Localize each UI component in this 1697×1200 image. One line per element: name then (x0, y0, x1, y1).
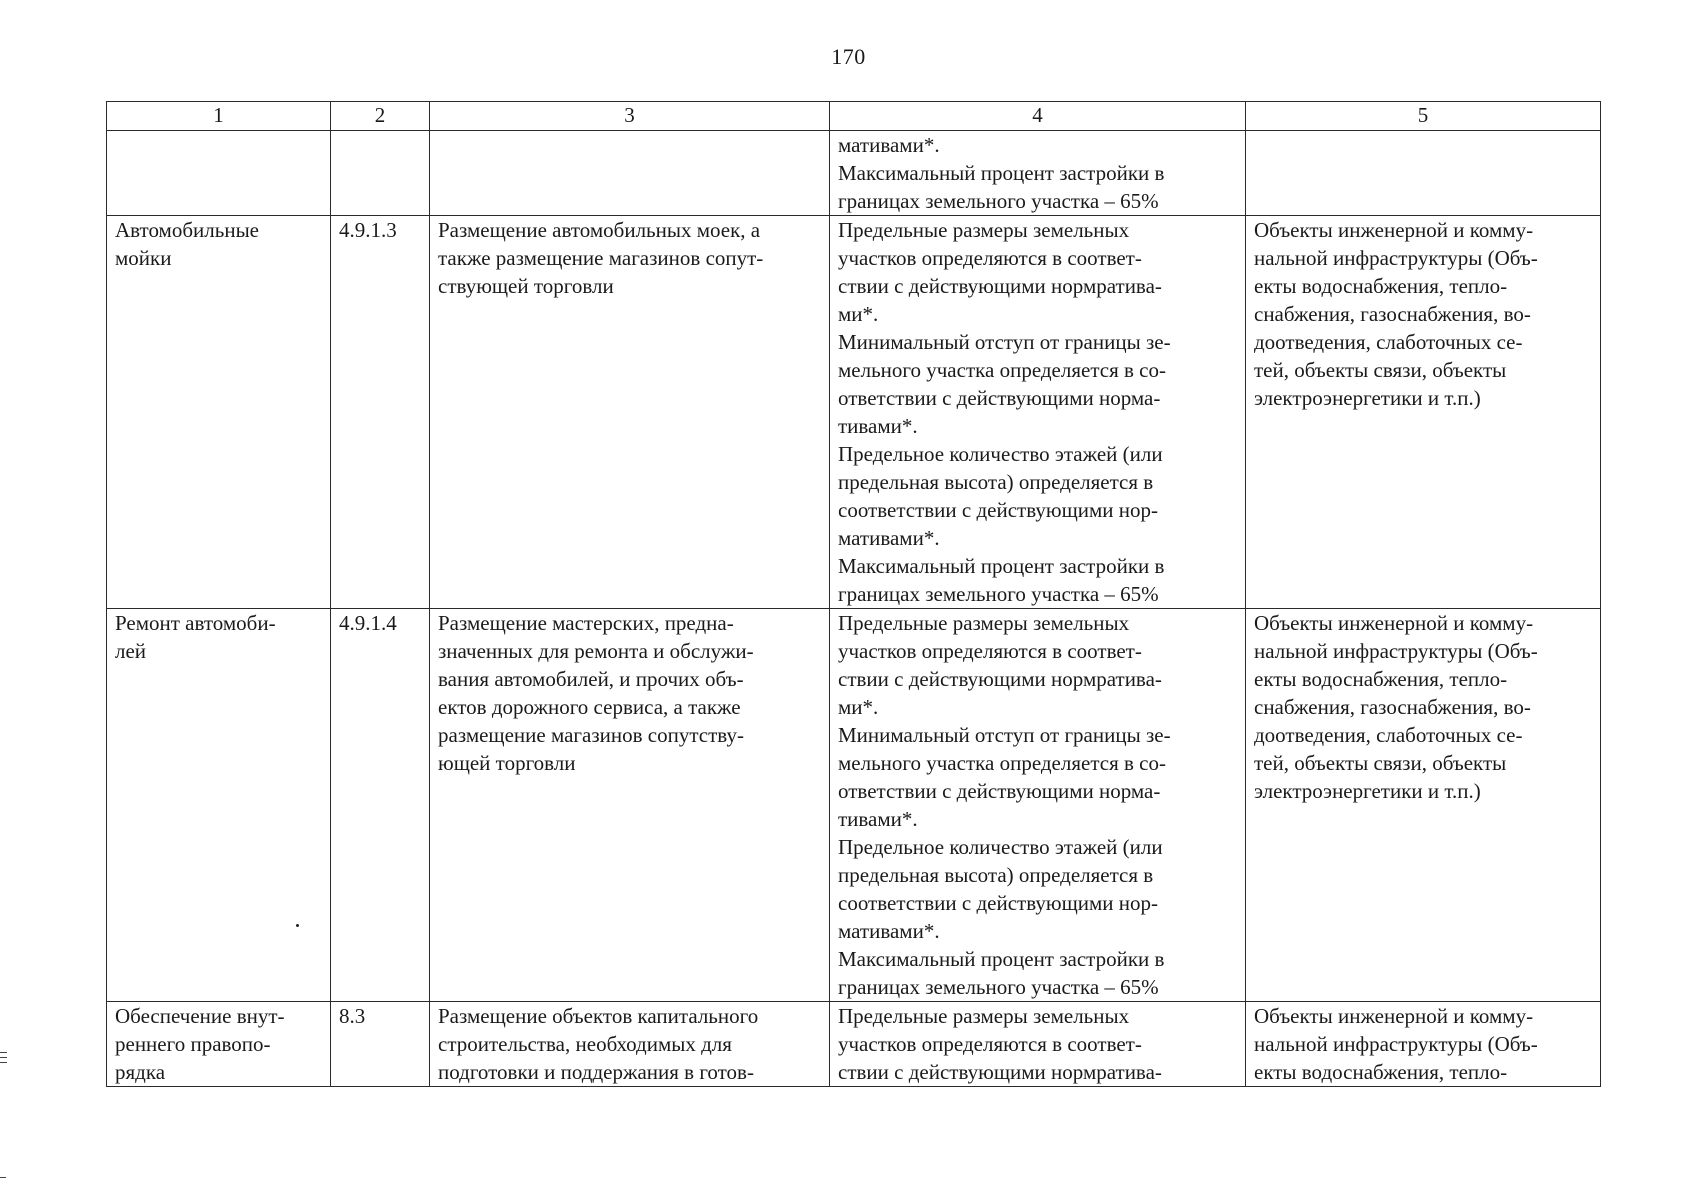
code-cell (331, 1002, 430, 1087)
cell-text-line: ответствии с действующими норма- (838, 386, 1161, 410)
column-number-5: 5 (1246, 102, 1601, 131)
cell-text-line: ответствии с действующими норма- (838, 779, 1161, 803)
description-cell (430, 131, 830, 216)
regulations-table (106, 101, 1601, 1087)
table-row (107, 131, 1601, 216)
related-objects-cell (1246, 609, 1601, 1002)
cell-text-line: предельная высота) определяется в (838, 863, 1154, 887)
cell-text-line: тей, объекты связи, объекты (1254, 751, 1507, 775)
cell-text-line: 8.3 (339, 1004, 366, 1028)
cell-text-line: участков определяются в соответ- (838, 639, 1142, 663)
cell-text-line: Минимальный отступ от границы зе- (838, 723, 1171, 747)
table-header-row (107, 102, 1601, 131)
code-cell (331, 216, 430, 609)
cell-text-line: Размещение автомобильных моек, а (438, 218, 761, 242)
use-type-cell (107, 1002, 331, 1087)
column-number-2: 2 (331, 102, 430, 131)
cell-text-line: нальной инфраструктуры (Объ- (1254, 639, 1538, 663)
use-type-cell (107, 609, 331, 1002)
cell-text-line: Минимальный отступ от границы зе- (838, 330, 1171, 354)
cell-text-line: снабжения, газоснабжения, во- (1254, 302, 1531, 326)
cell-text-line: Размещение объектов капитального (438, 1004, 759, 1028)
cell-text-line: ми*. (838, 695, 879, 719)
cell-text-line: екты водоснабжения, тепло- (1254, 667, 1508, 691)
description-cell (430, 216, 830, 609)
parameters-cell (830, 216, 1246, 609)
cell-text-line: мойки (115, 246, 172, 270)
cell-text-line: мативами*. (838, 133, 940, 157)
cell-text-line: Максимальный процент застройки в (838, 554, 1165, 578)
table-row (107, 609, 1601, 1002)
column-number-1: 1 (107, 102, 331, 131)
parameters-cell (830, 131, 1246, 216)
scan-speck (296, 924, 299, 927)
scan-margin-dash (0, 1177, 6, 1178)
cell-text-line: Размещение мастерских, предна- (438, 611, 734, 635)
cell-text-line: участков определяются в соответ- (838, 1032, 1142, 1056)
related-objects-cell (1246, 216, 1601, 609)
cell-text-line: Максимальный процент застройки в (838, 947, 1165, 971)
cell-text-line: предельная высота) определяется в (838, 470, 1154, 494)
cell-text-line: доотведения, слаботочных се- (1254, 723, 1523, 747)
cell-text-line: соответствии с действующими нор- (838, 498, 1159, 522)
column-number-3: 3 (430, 102, 830, 131)
cell-text-line: доотведения, слаботочных се- (1254, 330, 1523, 354)
cell-text-line: тивами*. (838, 414, 918, 438)
cell-text-line: ствии с действующими нормратива- (838, 1060, 1162, 1084)
cell-text-line: границах земельного участка – 65% (838, 582, 1159, 606)
cell-text-line: екты водоснабжения, тепло- (1254, 1060, 1508, 1084)
cell-text-line: Объекты инженерной и комму- (1254, 1004, 1534, 1028)
column-number-4: 4 (830, 102, 1246, 131)
use-type-cell (107, 216, 331, 609)
code-cell (331, 131, 430, 216)
cell-text-line: тей, объекты связи, объекты (1254, 358, 1507, 382)
cell-text-line: мативами*. (838, 919, 940, 943)
cell-text-line: ствии с действующими нормратива- (838, 667, 1162, 691)
parameters-cell (830, 609, 1246, 1002)
cell-text-line: Предельные размеры земельных (838, 218, 1130, 242)
cell-text-line: Предельное количество этажей (или (838, 442, 1163, 466)
cell-text-line: 4.9.1.4 (339, 611, 397, 635)
cell-text-line: также размещение магазинов сопут- (438, 246, 764, 270)
cell-text-line: мельного участка определяется в со- (838, 751, 1166, 775)
use-type-cell (107, 131, 331, 216)
cell-text-line: ствии с действующими нормратива- (838, 274, 1162, 298)
scan-edge-marks (0, 1052, 8, 1072)
cell-text-line: мативами*. (838, 526, 940, 550)
parameters-cell (830, 1002, 1246, 1087)
description-cell (430, 1002, 830, 1087)
cell-text-line: Максимальный процент застройки в (838, 161, 1165, 185)
cell-text-line: екты водоснабжения, тепло- (1254, 274, 1508, 298)
cell-text-line: нальной инфраструктуры (Объ- (1254, 246, 1538, 270)
table-row (107, 1002, 1601, 1087)
cell-text-line: строительства, необходимых для (438, 1032, 732, 1056)
related-objects-cell (1246, 131, 1601, 216)
cell-text-line: лей (115, 639, 147, 663)
cell-text-line: Объекты инженерной и комму- (1254, 218, 1534, 242)
cell-text-line: значенных для ремонта и обслужи- (438, 639, 754, 663)
cell-text-line: Ремонт автомоби- (115, 611, 276, 635)
cell-text-line: ющей торговли (438, 751, 576, 775)
cell-text-line: тивами*. (838, 807, 918, 831)
cell-text-line: нальной инфраструктуры (Объ- (1254, 1032, 1538, 1056)
related-objects-cell (1246, 1002, 1601, 1087)
cell-text-line: электроэнергетики и т.п.) (1254, 386, 1481, 410)
cell-text-line: реннего правопо- (115, 1032, 271, 1056)
cell-text-line: мельного участка определяется в со- (838, 358, 1166, 382)
cell-text-line: подготовки и поддержания в готов- (438, 1060, 754, 1084)
cell-text-line: 4.9.1.3 (339, 218, 397, 242)
cell-text-line: Обеспечение внут- (115, 1004, 285, 1028)
cell-text-line: вания автомобилей, и прочих объ- (438, 667, 744, 691)
cell-text-line: Объекты инженерной и комму- (1254, 611, 1534, 635)
cell-text-line: размещение магазинов сопутству- (438, 723, 744, 747)
cell-text-line: границах земельного участка – 65% (838, 975, 1159, 999)
cell-text-line: рядка (115, 1060, 166, 1084)
cell-text-line: Предельное количество этажей (или (838, 835, 1163, 859)
cell-text-line: соответствии с действующими нор- (838, 891, 1159, 915)
cell-text-line: Предельные размеры земельных (838, 1004, 1130, 1028)
cell-text-line: ствующей торговли (438, 274, 614, 298)
description-cell (430, 609, 830, 1002)
cell-text-line: электроэнергетики и т.п.) (1254, 779, 1481, 803)
cell-text-line: снабжения, газоснабжения, во- (1254, 695, 1531, 719)
cell-text-line: границах земельного участка – 65% (838, 189, 1159, 213)
code-cell (331, 609, 430, 1002)
table-row (107, 216, 1601, 609)
cell-text-line: участков определяются в соответ- (838, 246, 1142, 270)
cell-text-line: ектов дорожного сервиса, а также (438, 695, 741, 719)
cell-text-line: Автомобильные (115, 218, 259, 242)
cell-text-line: ми*. (838, 302, 879, 326)
page-number: 170 (831, 44, 866, 69)
cell-text-line: Предельные размеры земельных (838, 611, 1130, 635)
